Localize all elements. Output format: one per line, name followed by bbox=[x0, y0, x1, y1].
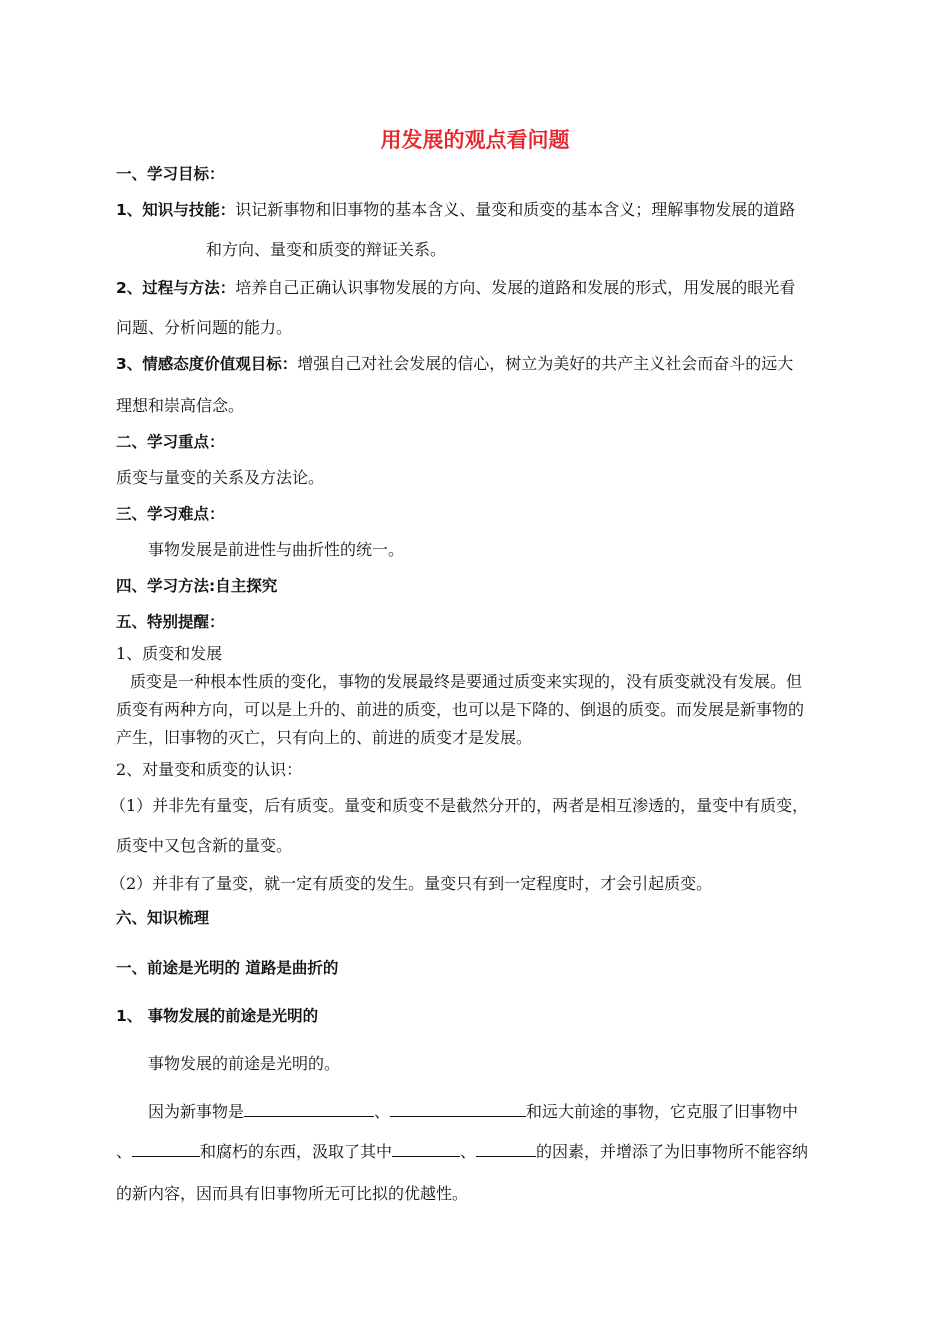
objective-process-label: 2、过程与方法： bbox=[116, 279, 236, 297]
objective-process-cont: 问题、分析问题的能力。 bbox=[116, 318, 293, 337]
reminder-2-item-1-cont: 质变中又包含新的量变。 bbox=[116, 836, 293, 855]
fill-text: 和远大前途的事物，它克服了旧事物中 bbox=[526, 1102, 799, 1121]
fill-blank-1[interactable] bbox=[244, 1102, 374, 1117]
fill-line-3: 的新内容，因而具有旧事物所无可比拟的优越性。 bbox=[116, 1184, 469, 1203]
fill-blank-2[interactable] bbox=[390, 1102, 526, 1117]
section-heading-objectives: 一、学习目标： bbox=[116, 165, 225, 183]
fill-text: 因为新事物是 bbox=[148, 1102, 245, 1121]
fill-text: 和腐朽的东西，汲取了其中 bbox=[200, 1142, 393, 1161]
subheading-future-path: 一、前途是光明的 道路是曲折的 bbox=[116, 959, 339, 977]
objective-knowledge bbox=[116, 200, 795, 220]
fill-blank-4[interactable] bbox=[392, 1142, 460, 1157]
objective-values-text: 增强自己对社会发展的信心，树立为美好的共产主义社会而奋斗的远大 bbox=[297, 354, 794, 373]
reminder-1-line-c: 产生，旧事物的灭亡，只有向上的、前进的质变才是发展。 bbox=[116, 728, 533, 747]
fill-blank-5[interactable] bbox=[476, 1142, 536, 1157]
future-bright-text: 事物发展的前途是光明的。 bbox=[148, 1054, 341, 1073]
section-heading-method: 四、学习方法:自主探究 bbox=[116, 577, 278, 595]
objective-process-text: 培养自己正确认识事物发展的方向、发展的道路和发展的形式，用发展的眼光看 bbox=[235, 278, 796, 297]
section-heading-key-points: 二、学习重点： bbox=[116, 433, 225, 451]
reminder-2-item-1: （1）并非先有量变，后有质变。量变和质变不是截然分开的，两者是相互渗透的，量变中有质变， bbox=[110, 796, 809, 815]
document-title: 用发展的观点看问题 bbox=[380, 128, 570, 152]
section-heading-difficulties: 三、学习难点： bbox=[116, 505, 225, 523]
fill-text: 的因素，并增添了为旧事物所不能容纳 bbox=[536, 1142, 809, 1161]
reminder-2-item-2: （2）并非有了量变，就一定有质变的发生。量变只有到一定程度时，才会引起质变。 bbox=[110, 874, 713, 893]
fill-text: 、 bbox=[116, 1142, 133, 1161]
reminder-1-title: 1、质变和发展 bbox=[116, 644, 223, 663]
fill-text: 、 bbox=[374, 1102, 391, 1121]
objective-knowledge-text: 识记新事物和旧事物的基本含义、量变和质变的基本含义；理解事物发展的道路 bbox=[235, 200, 796, 219]
objective-knowledge-label: 1、知识与技能： bbox=[116, 201, 236, 219]
fill-text: 、 bbox=[460, 1142, 477, 1161]
reminder-1-line-b: 质变有两种方向，可以是上升的、前进的质变，也可以是下降的、倒退的质变。而发展是新事物的 bbox=[116, 700, 805, 719]
fill-line-1 bbox=[148, 1102, 798, 1122]
objective-values bbox=[116, 354, 793, 374]
objective-process bbox=[116, 278, 795, 298]
fill-blank-3[interactable] bbox=[132, 1142, 200, 1157]
difficulties-text: 事物发展是前进性与曲折性的统一。 bbox=[148, 540, 405, 559]
section-heading-knowledge: 六、知识梳理 bbox=[116, 909, 210, 927]
reminder-1-line-a: 质变是一种根本性质的变化，事物的发展最终是要通过质变来实现的，没有质变就没有发展。但 bbox=[130, 672, 803, 691]
section-heading-reminders: 五、特别提醒： bbox=[116, 613, 225, 631]
objective-values-label: 3、情感态度价值观目标： bbox=[116, 355, 298, 373]
objective-values-cont: 理想和崇高信念。 bbox=[116, 396, 245, 415]
key-points-text: 质变与量变的关系及方法论。 bbox=[116, 468, 325, 487]
objective-knowledge-cont: 和方向、量变和质变的辩证关系。 bbox=[206, 240, 447, 259]
subheading-future-bright: 1、 事物发展的前途是光明的 bbox=[116, 1007, 319, 1025]
fill-line-2 bbox=[116, 1142, 808, 1162]
reminder-2-title: 2、对量变和质变的认识： bbox=[116, 760, 303, 779]
